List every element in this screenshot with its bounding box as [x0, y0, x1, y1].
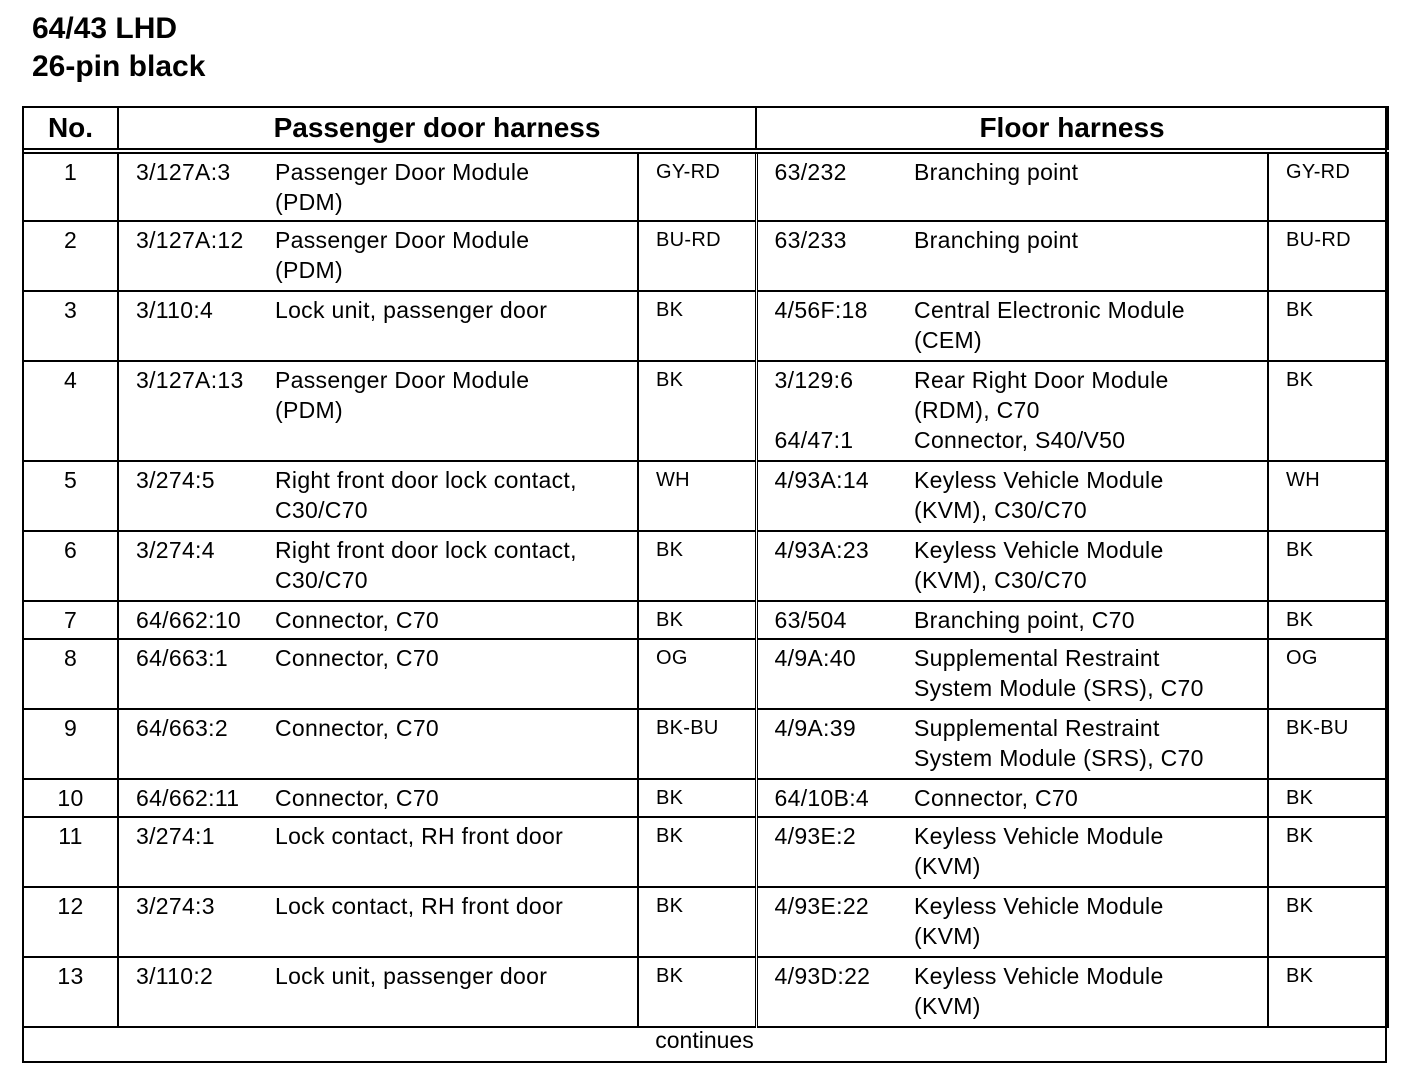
floor-component-description-line: Keyless Vehicle Module — [914, 537, 1164, 563]
passenger-component-id-line: 64/663:2 — [136, 715, 228, 741]
table-row — [23, 779, 1388, 817]
floor-wire-color: BK — [1268, 531, 1388, 601]
pin-number: 5 — [23, 461, 118, 531]
floor-component-id — [756, 221, 914, 291]
continues-footer: continues — [655, 1027, 754, 1053]
pin-number: 13 — [23, 957, 118, 1027]
header-floor-harness: Floor harness — [756, 107, 1388, 151]
passenger-component-description-line: Right front door lock contact, — [275, 537, 577, 563]
floor-wire-color: BK — [1268, 817, 1388, 887]
table-header-row — [23, 107, 1388, 151]
floor-component-id-line: 4/93D:22 — [774, 963, 871, 989]
floor-wire-color: BK — [1268, 957, 1388, 1027]
table-row — [23, 531, 1388, 601]
table-row — [23, 639, 1388, 709]
floor-component-description-line: Supplemental Restraint — [914, 645, 1160, 671]
passenger-component-description — [275, 817, 638, 887]
pin-number: 9 — [23, 709, 118, 779]
table-row — [23, 461, 1388, 531]
floor-component-id-line: 63/233 — [774, 227, 847, 253]
connector-type-subtitle: 26-pin black — [32, 50, 206, 83]
floor-component-description-line: (KVM) — [914, 923, 981, 949]
passenger-wire-color: BK — [638, 817, 756, 887]
floor-wire-color: GY-RD — [1268, 151, 1388, 221]
passenger-component-description-line: (PDM) — [275, 397, 343, 423]
passenger-wire-color: BK — [638, 957, 756, 1027]
table-row — [23, 887, 1388, 957]
floor-component-description-line: Keyless Vehicle Module — [914, 963, 1164, 989]
passenger-component-id-line: 64/663:1 — [136, 645, 228, 671]
floor-component-id-line: 4/93E:2 — [774, 823, 856, 849]
floor-component-id — [756, 361, 914, 461]
floor-component-description — [914, 957, 1268, 1027]
passenger-component-id — [118, 531, 275, 601]
floor-component-id — [756, 291, 914, 361]
table-row — [23, 817, 1388, 887]
floor-component-description-line: Rear Right Door Module — [914, 367, 1169, 393]
pin-table — [22, 106, 1389, 1028]
pin-number: 6 — [23, 531, 118, 601]
passenger-component-description — [275, 709, 638, 779]
passenger-component-id-line: 64/662:11 — [136, 785, 240, 811]
passenger-wire-color: BK — [638, 779, 756, 817]
floor-component-description-line: (KVM) — [914, 993, 981, 1019]
passenger-component-description-line: (PDM) — [275, 189, 343, 215]
passenger-component-description — [275, 639, 638, 709]
floor-component-id-line: 4/93A:14 — [774, 467, 870, 493]
floor-component-description-line: Branching point — [914, 159, 1079, 185]
passenger-wire-color: WH — [638, 461, 756, 531]
floor-wire-color: BK — [1268, 361, 1388, 461]
floor-wire-color: OG — [1268, 639, 1388, 709]
passenger-component-id-line: 3/110:2 — [136, 963, 214, 989]
table-row — [23, 361, 1388, 461]
floor-component-description — [914, 639, 1268, 709]
floor-component-id-line — [775, 395, 915, 425]
floor-component-description-line: System Module (SRS), C70 — [914, 675, 1204, 701]
floor-wire-color: BK — [1268, 887, 1388, 957]
floor-component-description-line: Supplemental Restraint — [914, 715, 1160, 741]
passenger-component-description-line: Lock contact, RH front door — [275, 823, 564, 849]
table-row — [23, 291, 1388, 361]
pin-number: 10 — [23, 779, 118, 817]
floor-component-id-line: 64/10B:4 — [774, 785, 870, 811]
floor-component-id — [756, 709, 914, 779]
floor-component-description-line: (KVM) — [914, 853, 981, 879]
passenger-wire-color: BK-BU — [638, 709, 756, 779]
passenger-component-description — [275, 887, 638, 957]
floor-component-description-line: Connector, C70 — [914, 785, 1079, 811]
floor-component-id-line: 63/504 — [774, 607, 847, 633]
table-row — [23, 709, 1388, 779]
floor-wire-color: BK — [1268, 779, 1388, 817]
passenger-component-description-line: Connector, C70 — [275, 785, 440, 811]
floor-component-id — [756, 151, 914, 221]
passenger-component-description — [275, 601, 638, 639]
passenger-component-id-line: 3/274:5 — [136, 467, 215, 493]
passenger-component-id-line: 3/274:1 — [136, 823, 215, 849]
passenger-component-id — [118, 361, 275, 461]
floor-component-description-line: Connector, S40/V50 — [914, 427, 1126, 453]
floor-component-id-line: 4/93E:22 — [774, 893, 870, 919]
floor-wire-color: BK — [1268, 601, 1388, 639]
passenger-component-description — [275, 957, 638, 1027]
floor-component-id-line: 4/9A:39 — [774, 715, 856, 741]
passenger-component-description-line: Passenger Door Module — [275, 227, 530, 253]
floor-component-description-line: Branching point, C70 — [914, 607, 1135, 633]
passenger-component-id — [118, 779, 275, 817]
passenger-component-id — [118, 887, 275, 957]
floor-component-description-line: System Module (SRS), C70 — [914, 745, 1204, 771]
pin-number: 12 — [23, 887, 118, 957]
pin-number: 11 — [23, 817, 118, 887]
passenger-component-id-line: 3/127A:13 — [136, 367, 244, 393]
header-no: No. — [23, 107, 118, 151]
document-heading — [32, 10, 205, 86]
passenger-component-id — [118, 151, 275, 221]
passenger-component-description — [275, 361, 638, 461]
passenger-wire-color: GY-RD — [638, 151, 756, 221]
floor-wire-color: BK — [1268, 291, 1388, 361]
passenger-component-id-line: 3/127A:12 — [136, 227, 244, 253]
pin-number: 7 — [23, 601, 118, 639]
floor-component-description-line: (KVM), C30/C70 — [914, 497, 1087, 523]
floor-component-description — [914, 817, 1268, 887]
passenger-component-description-line: Lock unit, passenger door — [275, 963, 548, 989]
passenger-component-id — [118, 461, 275, 531]
passenger-component-id-line: 3/274:4 — [136, 537, 215, 563]
pin-number: 8 — [23, 639, 118, 709]
floor-component-id — [756, 779, 914, 817]
passenger-component-description — [275, 151, 638, 221]
floor-component-id-line: 63/232 — [774, 159, 847, 185]
passenger-wire-color: BK — [638, 887, 756, 957]
floor-wire-color: WH — [1268, 461, 1388, 531]
table-row — [23, 957, 1388, 1027]
passenger-component-description-line: Lock contact, RH front door — [275, 893, 564, 919]
floor-component-id-line: 4/93A:23 — [774, 537, 870, 563]
passenger-component-id — [118, 291, 275, 361]
floor-component-id — [756, 531, 914, 601]
floor-wire-color: BU-RD — [1268, 221, 1388, 291]
passenger-component-description-line: Right front door lock contact, — [275, 467, 577, 493]
floor-wire-color: BK-BU — [1268, 709, 1388, 779]
passenger-component-description-line: Passenger Door Module — [275, 367, 530, 393]
connector-id-title: 64/43 LHD — [32, 12, 178, 45]
floor-component-description — [914, 291, 1268, 361]
header-passenger-door-harness: Passenger door harness — [118, 107, 756, 151]
floor-component-description-line: Branching point — [914, 227, 1079, 253]
passenger-wire-color: BK — [638, 291, 756, 361]
floor-component-description — [914, 151, 1268, 221]
passenger-component-description-line: C30/C70 — [275, 497, 368, 523]
floor-component-id-line: 4/9A:40 — [774, 645, 856, 671]
floor-component-description-line: Keyless Vehicle Module — [914, 893, 1164, 919]
passenger-component-description-line: Connector, C70 — [275, 715, 440, 741]
pin-number: 1 — [23, 151, 118, 221]
floor-component-id-line: 64/47:1 — [774, 427, 854, 453]
passenger-component-description — [275, 461, 638, 531]
passenger-component-id — [118, 639, 275, 709]
passenger-component-description-line: Connector, C70 — [275, 645, 440, 671]
floor-component-description-line: Keyless Vehicle Module — [914, 823, 1164, 849]
floor-component-description — [914, 779, 1268, 817]
passenger-component-description — [275, 221, 638, 291]
table-row — [23, 601, 1388, 639]
passenger-component-id — [118, 221, 275, 291]
passenger-wire-color: BK — [638, 601, 756, 639]
passenger-component-description — [275, 291, 638, 361]
pin-number: 2 — [23, 221, 118, 291]
passenger-component-description-line: (PDM) — [275, 257, 343, 283]
passenger-component-id-line: 3/110:4 — [136, 297, 214, 323]
passenger-component-description-line: C30/C70 — [275, 567, 368, 593]
floor-component-id — [756, 957, 914, 1027]
passenger-component-id-line: 3/127A:3 — [136, 159, 231, 185]
table-row — [23, 221, 1388, 291]
floor-component-id — [756, 887, 914, 957]
floor-component-description — [914, 221, 1268, 291]
passenger-component-id — [118, 817, 275, 887]
passenger-component-id — [118, 957, 275, 1027]
passenger-component-id-line: 3/274:3 — [136, 893, 215, 919]
floor-component-description — [914, 531, 1268, 601]
passenger-component-description-line: Lock unit, passenger door — [275, 297, 548, 323]
passenger-component-id-line: 64/662:10 — [136, 607, 242, 633]
pin-number: 3 — [23, 291, 118, 361]
passenger-wire-color: OG — [638, 639, 756, 709]
floor-component-description-line: Central Electronic Module — [914, 297, 1185, 323]
floor-component-description-line: (CEM) — [914, 327, 982, 353]
passenger-component-id — [118, 601, 275, 639]
passenger-component-description — [275, 531, 638, 601]
floor-component-description — [914, 461, 1268, 531]
passenger-component-description — [275, 779, 638, 817]
floor-component-id-line: 3/129:6 — [774, 367, 854, 393]
floor-component-id-line: 4/56F:18 — [774, 297, 868, 323]
passenger-wire-color: BU-RD — [638, 221, 756, 291]
floor-component-description — [914, 361, 1268, 461]
floor-component-description — [914, 709, 1268, 779]
floor-component-id — [756, 817, 914, 887]
floor-component-description — [914, 887, 1268, 957]
floor-component-description-line: Keyless Vehicle Module — [914, 467, 1164, 493]
pin-number: 4 — [23, 361, 118, 461]
floor-component-id — [756, 639, 914, 709]
table-row — [23, 151, 1388, 221]
passenger-wire-color: BK — [638, 361, 756, 461]
passenger-component-id — [118, 709, 275, 779]
floor-component-id — [756, 461, 914, 531]
floor-component-description-line: (KVM), C30/C70 — [914, 567, 1087, 593]
passenger-component-description-line: Connector, C70 — [275, 607, 440, 633]
floor-component-description — [914, 601, 1268, 639]
passenger-component-description-line: Passenger Door Module — [275, 159, 530, 185]
floor-component-description-line: (RDM), C70 — [914, 397, 1040, 423]
floor-component-id — [756, 601, 914, 639]
passenger-wire-color: BK — [638, 531, 756, 601]
